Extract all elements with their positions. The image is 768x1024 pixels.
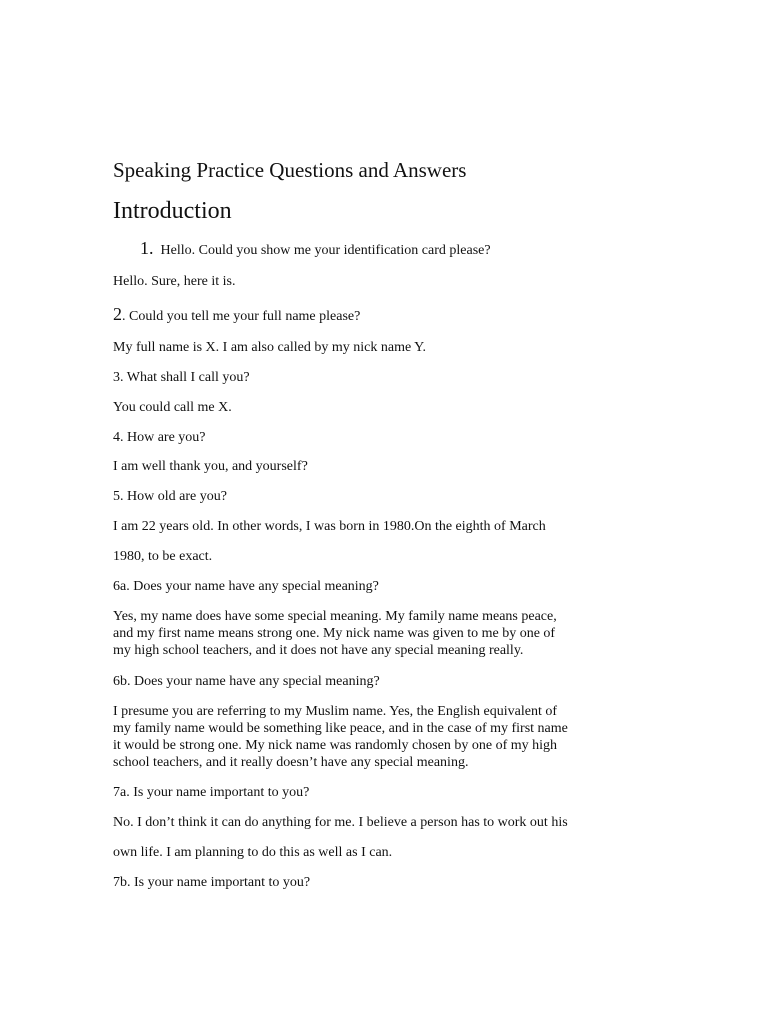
question-2 (113, 306, 360, 325)
answer-6a-line: Yes, my name does have some special meaning. My family name means peace, (113, 609, 557, 624)
question-2-number: 2 (113, 304, 122, 324)
question-5: 5. How old are you? (113, 489, 227, 504)
answer-6b-line: I presume you are referring to my Muslim name. Yes, the English equivalent of (113, 704, 558, 719)
question-1-text: Hello. Could you show me your identification card please? (160, 243, 491, 258)
question-6b: 6b. Does your name have any special meaning? (113, 674, 380, 689)
answer-6a-line: and my first name means strong one. My nick name was given to me by one of (113, 626, 556, 641)
question-2-text: . Could you tell me your full name please? (122, 309, 361, 324)
question-7b: 7b. Is your name important to you? (113, 875, 311, 890)
document-title: Speaking Practice Questions and Answers (113, 158, 467, 182)
answer-5-line-1: I am 22 years old. In other words, I was born in 1980.On the eighth of March (113, 519, 546, 534)
answer-6b (113, 703, 633, 771)
answer-3: You could call me X. (113, 400, 232, 415)
answer-4: I am well thank you, and yourself? (113, 459, 308, 474)
answer-6a-line: my high school teachers, and it does not have any special meaning really. (113, 643, 524, 658)
answer-7a-line-1: No. I don’t think it can do anything for me. I believe a person has to work out his (113, 815, 568, 830)
question-1 (140, 240, 491, 259)
section-heading: Introduction (113, 198, 232, 224)
answer-2: My full name is X. I am also called by my nick name Y. (113, 340, 426, 355)
answer-6a (113, 608, 633, 659)
question-7a: 7a. Is your name important to you? (113, 785, 310, 800)
question-4: 4. How are you? (113, 430, 206, 445)
answer-7a-line-2: own life. I am planning to do this as well as I can. (113, 845, 393, 860)
answer-6b-line: school teachers, and it really doesn’t have any special meaning. (113, 755, 469, 770)
answer-6b-line: it would be strong one. My nick name was randomly chosen by one of my high (113, 738, 558, 753)
question-1-number: 1. (140, 238, 154, 258)
answer-5-line-2: 1980, to be exact. (113, 549, 213, 564)
answer-1: Hello. Sure, here it is. (113, 274, 236, 289)
question-6a: 6a. Does your name have any special meaning? (113, 579, 379, 594)
answer-6b-line: my family name would be something like peace, and in the case of my first name (113, 721, 568, 736)
question-3: 3. What shall I call you? (113, 370, 250, 385)
